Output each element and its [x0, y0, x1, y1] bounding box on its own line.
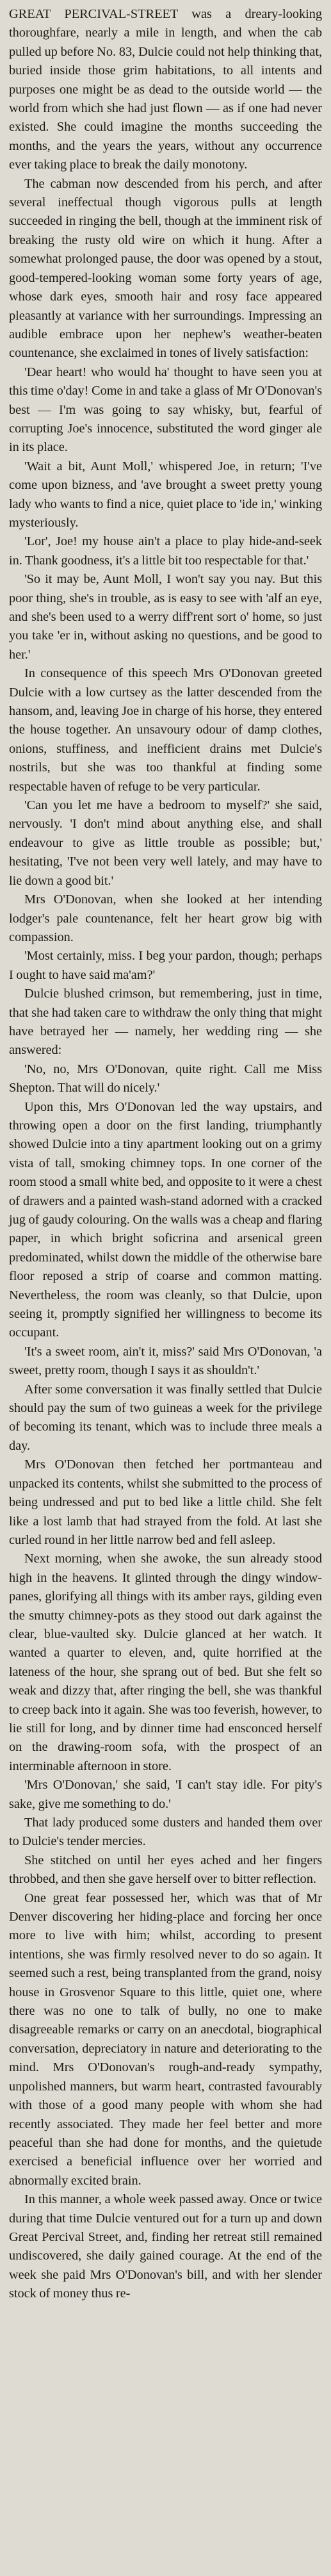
paragraph-1: GREAT PERCIVAL-STREET was a dreary-looking thoroughfare, nearly a mile in length, and when the cab pulled up before No. 83, Dulcie could not help thinking that, buried inside those grim habitations, to all intents and purposes one might be as dead to the outside world — the world from which she had just flown — as if one had never existed. She could imagine the months succeeding the months, and the years the years, without any occurrence ever taking place to break the daily monotony. — [9, 7, 322, 172]
paragraph-17: Next morning, when she awoke, the sun already stood high in the heavens. It glinted through the dingy window-panes, glorifying all things with its amber rays, gilding even the smutty chimney-pots as they stood out dark against the clear, blue-vaulted sky. Dulcie glanced at her watch. It wanted a quarter to eleven, and, quite horrified at the lateness of the hour, she sprang out of bed. But she felt so weak and dizzy that, after ringing the bell, she was thankful to creep back into it again. She was too feverish, however, to lie still for long, and by dinner time had ensconced herself on the drawing-room sofa, with the prospect of an interminable afternoon in store. — [9, 1552, 322, 1773]
paragraph-8: 'Can you let me have a bedroom to myself?' she said, nervously. 'I don't mind about anything else, and shall endeavour to give as little trouble as possible; but,' hesitating, 'I've not been very well lately, and may have to lie down a good bit.' — [9, 798, 322, 888]
paragraph-11: Dulcie blushed crimson, but remembering, just in time, that she had taken care to withdraw the only thing that might have betrayed her — namely, her wedding ring — she answered: — [9, 987, 322, 1058]
paragraph-6: 'So it may be, Aunt Moll, I won't say you nay. But this poor thing, she's in trouble, as is easy to see with 'alf an eye, and she's been used to a werry diff'rent sort o' home, so just you take 'er in, without asking no questions, and be good to her.' — [9, 572, 322, 662]
paragraph-5: 'Lor', Joe! my house ain't a place to play hide-and-seek in. Thank goodness, it's a little bit too respectable for that.' — [9, 534, 322, 568]
paragraph-9: Mrs O'Donovan, when she looked at her intending lodger's pale countenance, felt her heart grow big with compassion. — [9, 892, 322, 944]
paragraph-4: 'Wait a bit, Aunt Moll,' whispered Joe, in return; 'I've come upon bizness, and 'ave brought a sweet pretty young lady who wants to find a nice, quiet place to 'ide in,' winking mysteriously. — [9, 459, 322, 530]
paragraph-22: In this manner, a whole week passed away. Once or twice during that time Dulcie ventured out for a turn up and down Great Percival Street, and, finding her retreat still remained undiscovered, she daily gained courage. At the end of the week she paid Mrs O'Donovan's bill, and with her slender stock of money thus re- — [9, 2192, 322, 2301]
paragraph-7: In consequence of this speech Mrs O'Donovan greeted Dulcie with a low curtsey as the latter descended from the hansom, and, leaving Joe in charge of his horse, they entered the house together. An unsavoury odour of damp clothes, onions, stuffiness, and inefficient drains met Dulcie's nostrils, but she was too thankful at finding some respectable haven of refuge to be very particular. — [9, 666, 322, 794]
paragraph-19: That lady produced some dusters and handed them over to Dulcie's tender mercies. — [9, 1816, 322, 1849]
paragraph-14: 'It's a sweet room, ain't it, miss?' said Mrs O'Donovan, 'a sweet, pretty room, though I says it as shouldn't.' — [9, 1344, 322, 1378]
paragraph-2: The cabman now descended from his perch, and after several ineffectual though vigorous pulls at length succeeded in ringing the bell, though at the imminent risk of breaking the rusty old wire on which it hung. After a somewhat prolonged pause, the door was opened by a stout, good-tempered-looking woman some forty years of age, whose dark eyes, smooth hair and rosy face appeared pleasantly at variance with her surroundings. Impressing an audible embrace upon her nephew's weather-beaten countenance, she exclaimed in tones of lively satisfaction: — [9, 176, 322, 361]
paragraph-3: 'Dear heart! who would ha' thought to have seen you at this time o'day! Come in and take a glass of Mr O'Donovan's best — I'm was going to say whisky, but, fearful of corrupting Joe's innocence, substituted the word ginger ale in its place. — [9, 365, 322, 455]
paragraph-16: Mrs O'Donovan then fetched her portmanteau and unpacked its contents, whilst she submitted to the process of being undressed and put to bed like a little child. She felt like a lost lamb that had strayed from the fold. At last she curled round in her little narrow bed and fell asleep. — [9, 1457, 322, 1547]
paragraph-20: She stitched on until her eyes ached and her fingers throbbed, and then she gave herself over to bitter reflection. — [9, 1853, 322, 1887]
paragraph-12: 'No, no, Mrs O'Donovan, quite right. Call me Miss Shepton. That will do nicely.' — [9, 1062, 322, 1095]
paragraph-18: 'Mrs O'Donovan,' she said, 'I can't stay idle. For pity's sake, give me something to do.' — [9, 1778, 322, 1811]
paragraph-15: After some conversation it was finally settled that Dulcie should pay the sum of two guineas a week for the privilege of becoming its tenant, which was to include three meals a day. — [9, 1382, 322, 1453]
paragraph-21: One great fear possessed her, which was that of Mr Denver discovering her hiding-place and forcing her once more to live with him; whilst, according to present intentions, she was firmly resolved never to do so again. It seemed such a rest, being transplanted from the grand, noisy house in Grosvenor Square to this little, quiet one, where there was no one to talk of bully, no one to make disagreeable remarks or carry on an anecdotal, biographical conversation, depreciatory in nature and deteriorating to the mind. Mrs O'Donovan's rough-and-ready sympathy, unpolished manners, but warm heart, contrasted favourably with those of a good many people with whom she had recently associated. They made her feel better and more peaceful than she had done for months, and the quietude exercised a beneficial influence over her worried and abnormally excited brain. — [9, 1891, 322, 2188]
paragraph-13: Upon this, Mrs O'Donovan led the way upstairs, and throwing open a door on the first landing, triumphantly showed Dulcie into a tiny apartment looking out on a grimy vista of tall, smoking chimney tops. In one corner of the room stood a small white bed, and opposite to it were a chest of drawers and a painted wash-stand adorned with a cracked jug of gaudy colouring. On the walls was a cheap and flaring paper, in which bright soficrina and arsenical green predominated, whilst down the middle of the otherwise bare floor reposed a strip of coarse and common matting. Nevertheless, the room was cleanly, so that Dulcie, upon seeing it, promptly signified her willingness to become its occupant. — [9, 1099, 322, 1340]
paragraph-10: 'Most certainly, miss. I beg your pardon, though; perhaps I ought to have said ma'am?' — [9, 949, 322, 982]
